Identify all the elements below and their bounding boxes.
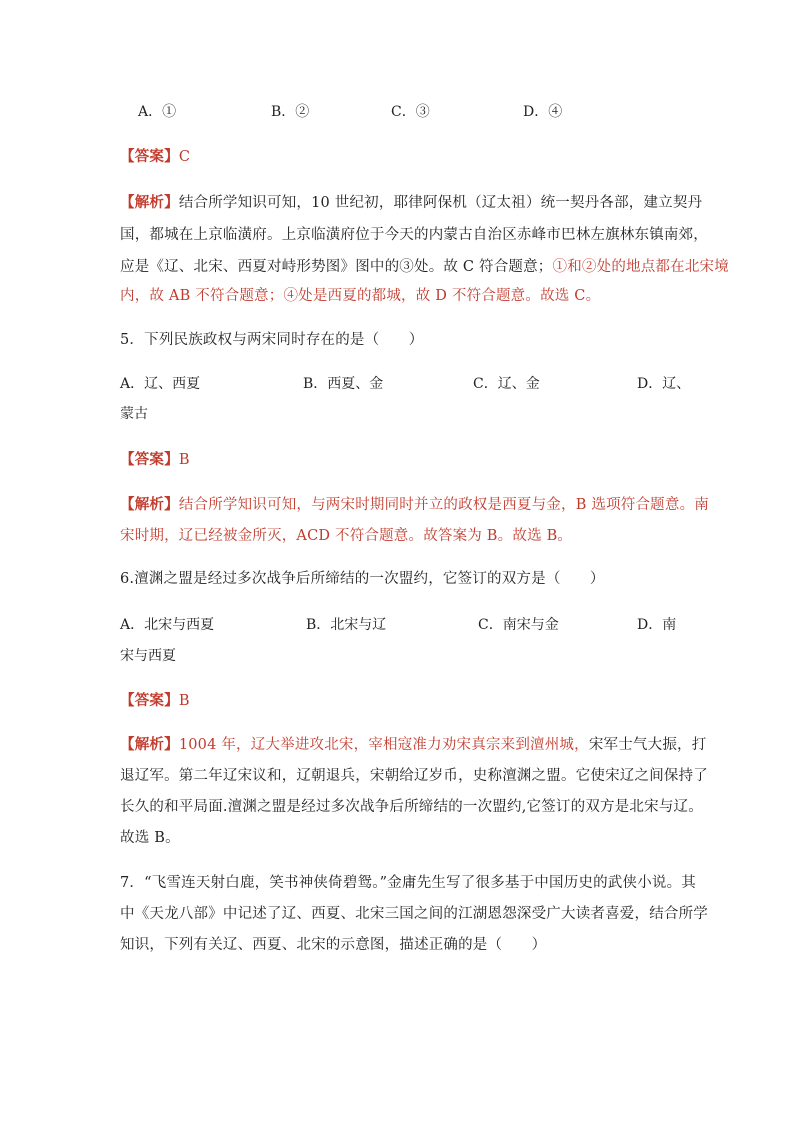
analysis-tag: 【解析】 [120, 496, 179, 513]
q6-analysis-line-3: 长久的和平局面.澶渊之盟是经过多次战争后所缔结的一次盟约,它签订的双方是北宋与辽。 [120, 799, 703, 815]
analysis-tag: 【解析】 [120, 194, 179, 211]
q5-option-d-wrap: 蒙古 [120, 406, 148, 422]
q4-analysis-line-2: 国，都城在上京临潢府。上京临潢府位于今天的内蒙古自治区赤峰市巴林左旗林东镇南郊， [120, 227, 708, 243]
q6-analysis-line-1: 【解析】1004 年，辽大举进攻北宋，宰相寇准力劝宋真宗来到澶州城，宋军士气大振，打 [120, 736, 707, 753]
q5-analysis-line-2: 宋时期，辽已经被金所灭，ACD 不符合题意。故答案为 B。故选 B。 [120, 528, 573, 544]
q5-option-d: D．辽、 [637, 376, 691, 392]
answer-value: B [178, 452, 190, 468]
q6-option-d: D．南 [637, 617, 677, 633]
answer-tag: 【答案】 [120, 692, 179, 709]
q4-option-b: B．② [271, 104, 310, 120]
q4-analysis-line-3: 应是《辽、北宋、西夏对峙形势图》图中的③处。故 C 符合题意；①和②处的地点都在北宋境 [120, 259, 729, 275]
q7-stem-line-2: 中《天龙八部》中记述了辽、西夏、北宋三国之间的江湖恩怨深受广大读者喜爱，结合所学 [120, 906, 708, 922]
analysis-tag: 【解析】 [120, 736, 179, 753]
q5-stem: 5．下列民族政权与两宋同时存在的是（ ） [120, 332, 424, 348]
q4-analysis-line-1: 【解析】结合所学知识可知，10 世纪初，耶律阿保机（辽太祖）统一契丹各部，建立契丹 [120, 194, 703, 211]
q4-analysis-line-4: 内，故 AB 不符合题意；④处是西夏的都城，故 D 不符合题意。故选 C。 [120, 288, 601, 304]
q4-answer [120, 147, 190, 167]
q6-answer [120, 691, 190, 711]
answer-tag: 【答案】 [120, 148, 179, 165]
q5-option-c: C．辽、金 [473, 376, 540, 392]
answer-tag: 【答案】 [120, 451, 179, 468]
q7-stem-line-1: 7．“飞雪连天射白鹿，笑书神侠倚碧鸳。”金庸先生写了很多基于中国历史的武侠小说。其 [120, 875, 696, 891]
q4-option-a: A．① [138, 104, 177, 120]
q4-option-d: D．④ [523, 104, 563, 120]
q6-option-a: A．北宋与西夏 [120, 617, 215, 633]
q4-option-c: C．③ [391, 104, 430, 120]
q7-stem-line-3: 知识，下列有关辽、西夏、北宋的示意图，描述正确的是（ ） [120, 937, 547, 953]
q6-stem: 6.澶渊之盟是经过多次战争后所缔结的一次盟约，它签订的双方是（ ） [120, 571, 605, 587]
q5-analysis-line-1: 【解析】结合所学知识可知，与两宋时期同时并立的政权是西夏与金，B 选项符合题意。南 [120, 496, 709, 513]
q5-option-b: B．西夏、金 [303, 376, 384, 392]
answer-value: B [178, 693, 190, 709]
q6-analysis-line-4: 故选 B。 [120, 830, 180, 846]
q5-option-a: A．辽、西夏 [120, 376, 201, 392]
answer-value: C [178, 149, 191, 165]
q5-answer [120, 450, 190, 470]
q6-option-c: C．南宋与金 [478, 617, 559, 633]
q6-option-b: B．北宋与辽 [306, 617, 387, 633]
q6-analysis-line-2: 退辽军。第二年辽宋议和，辽朝退兵，宋朝给辽岁币，史称澶渊之盟。它使宋辽之间保持了 [120, 768, 708, 784]
q6-option-d-wrap: 宋与西夏 [120, 648, 176, 664]
